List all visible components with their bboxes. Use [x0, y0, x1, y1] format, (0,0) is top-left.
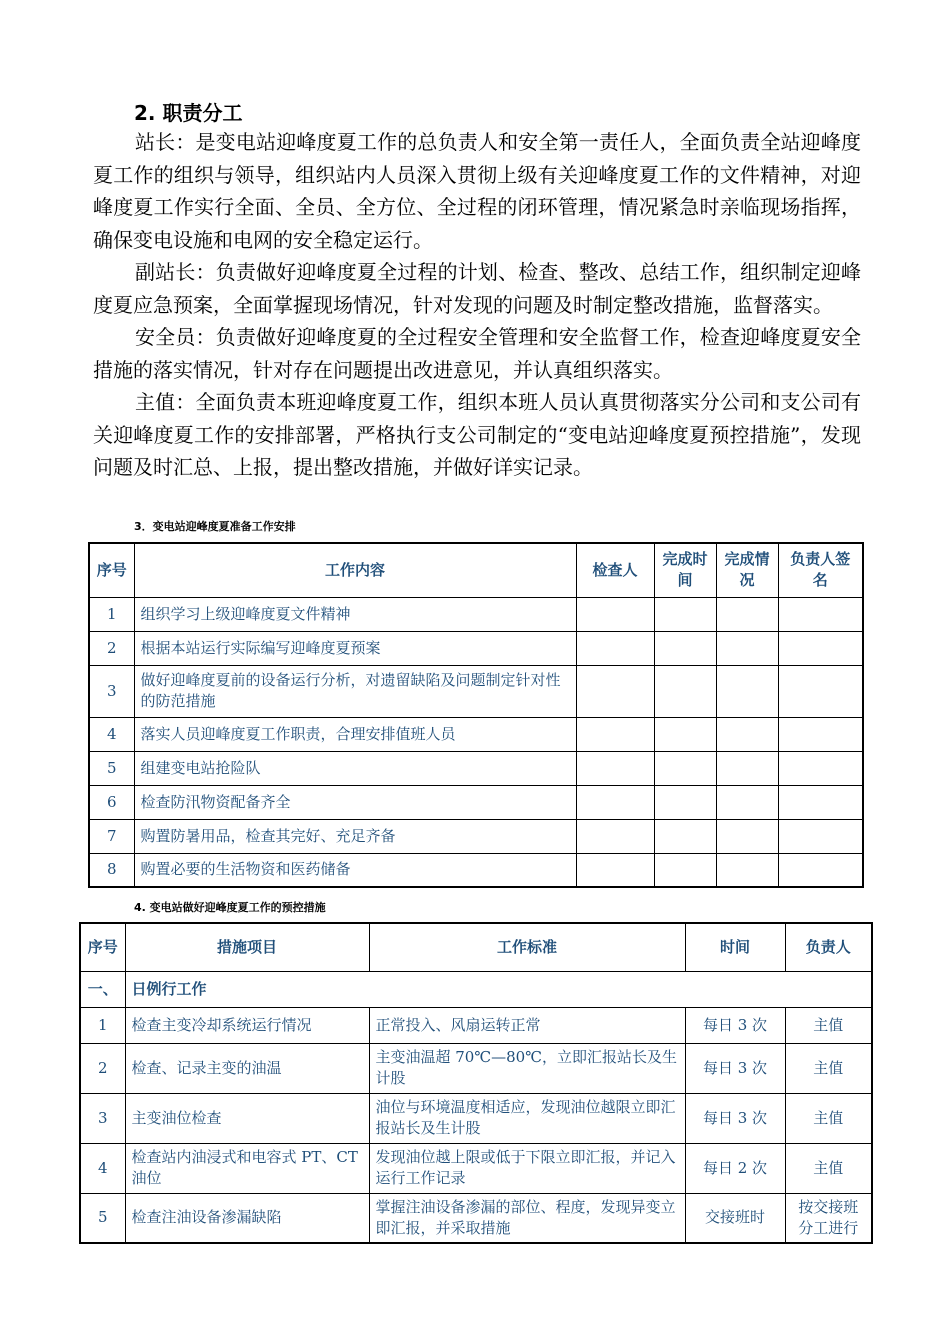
- paragraph-main-duty: 主值：全面负责本班迎峰度夏工作，组织本班人员认真贯彻落实分公司和支公司有关迎峰度夏工作的安排部署，严格执行支公司制定的“变电站迎峰度夏预控措施”，发现问题及时汇总、上报，提出整改措施，并做好详实记录。: [93, 390, 861, 479]
- status-cell: [716, 751, 778, 785]
- table-row: [89, 819, 863, 853]
- signature-cell: [778, 751, 863, 785]
- row-item: 检查、记录主变的油温: [125, 1043, 369, 1093]
- row-standard: 主变油温超 70℃—80℃，立即汇报站长及生计股: [369, 1043, 685, 1093]
- row-time: 每日 3 次: [685, 1043, 785, 1093]
- time-cell: [654, 819, 716, 853]
- table-row: [80, 1143, 872, 1193]
- row-content: 购置必要的生活物资和医药储备: [134, 853, 576, 887]
- row-no: 1: [80, 1007, 125, 1043]
- paragraph-safety-officer: 安全员：负责做好迎峰度夏的全过程安全管理和安全监督工作，检查迎峰度夏安全措施的落实情况，针对存在问题提出改进意见，并认真组织落实。: [93, 325, 861, 382]
- duties-paragraphs: [93, 126, 861, 484]
- signature-cell: [778, 853, 863, 887]
- row-item: 主变油位检查: [125, 1093, 369, 1143]
- row-time: 交接班时: [685, 1193, 785, 1243]
- row-owner: 主值: [785, 1043, 872, 1093]
- row-owner: 按交接班分工进行: [785, 1193, 872, 1243]
- precaution-table: [79, 922, 873, 1244]
- time-cell: [654, 665, 716, 717]
- col-header-no: 序号: [80, 923, 125, 971]
- row-no: 8: [89, 853, 134, 887]
- preparation-table: [88, 542, 864, 888]
- checker-cell: [576, 717, 654, 751]
- section-title: 日例行工作: [125, 971, 872, 1007]
- row-content: 做好迎峰度夏前的设备运行分析，对遗留缺陷及问题制定针对性的防范措施: [134, 665, 576, 717]
- signature-cell: [778, 631, 863, 665]
- time-cell: [654, 631, 716, 665]
- checker-cell: [576, 853, 654, 887]
- col-header-no: 序号: [89, 543, 134, 597]
- row-no: 2: [89, 631, 134, 665]
- row-standard: 油位与环境温度相适应，发现油位越限立即汇报站长及生计股: [369, 1093, 685, 1143]
- signature-cell: [778, 819, 863, 853]
- row-no: 7: [89, 819, 134, 853]
- status-cell: [716, 665, 778, 717]
- row-time: 每日 2 次: [685, 1143, 785, 1193]
- row-content: 检查防汛物资配备齐全: [134, 785, 576, 819]
- signature-cell: [778, 597, 863, 631]
- table-row: [89, 717, 863, 751]
- table-row: [80, 1093, 872, 1143]
- status-cell: [716, 631, 778, 665]
- signature-cell: [778, 785, 863, 819]
- row-content: 根据本站运行实际编写迎峰度夏预案: [134, 631, 576, 665]
- row-no: 4: [80, 1143, 125, 1193]
- col-header-time: 时间: [685, 923, 785, 971]
- row-no: 5: [89, 751, 134, 785]
- row-standard: 正常投入、风扇运转正常: [369, 1007, 685, 1043]
- table-row: [89, 597, 863, 631]
- row-no: 2: [80, 1043, 125, 1093]
- table-row: [89, 665, 863, 717]
- row-content: 组织学习上级迎峰度夏文件精神: [134, 597, 576, 631]
- paragraph-deputy-master: 副站长：负责做好迎峰度夏全过程的计划、检查、整改、总结工作，组织制定迎峰度夏应急预案，全面掌握现场情况，针对发现的问题及时制定整改措施，监督落实。: [93, 260, 861, 317]
- col-header-item: 措施项目: [125, 923, 369, 971]
- col-header-standard: 工作标准: [369, 923, 685, 971]
- row-content: 组建变电站抢险队: [134, 751, 576, 785]
- status-cell: [716, 597, 778, 631]
- col-header-signature: 负责人签名: [778, 543, 863, 597]
- col-header-checker: 检查人: [576, 543, 654, 597]
- row-time: 每日 3 次: [685, 1093, 785, 1143]
- time-cell: [654, 751, 716, 785]
- table-header-row: [80, 923, 872, 971]
- checker-cell: [576, 785, 654, 819]
- row-owner: 主值: [785, 1007, 872, 1043]
- table-header-row: [89, 543, 863, 597]
- row-standard: 发现油位越上限或低于下限立即汇报，并记入运行工作记录: [369, 1143, 685, 1193]
- section-heading: 2. 职责分工: [134, 101, 243, 125]
- row-no: 6: [89, 785, 134, 819]
- row-standard: 掌握注油设备渗漏的部位、程度，发现异变立即汇报，并采取措施: [369, 1193, 685, 1243]
- row-content: 购置防暑用品，检查其完好、充足齐备: [134, 819, 576, 853]
- table-row: [89, 853, 863, 887]
- section-row: [80, 971, 872, 1007]
- time-cell: [654, 853, 716, 887]
- table-row: [80, 1193, 872, 1243]
- checker-cell: [576, 819, 654, 853]
- checker-cell: [576, 631, 654, 665]
- time-cell: [654, 785, 716, 819]
- col-header-owner: 负责人: [785, 923, 872, 971]
- row-owner: 主值: [785, 1093, 872, 1143]
- col-header-content: 工作内容: [134, 543, 576, 597]
- row-owner: 主值: [785, 1143, 872, 1193]
- table-row: [89, 631, 863, 665]
- row-no: 3: [89, 665, 134, 717]
- row-item: 检查主变冷却系统运行情况: [125, 1007, 369, 1043]
- table-row: [89, 751, 863, 785]
- time-cell: [654, 717, 716, 751]
- row-time: 每日 3 次: [685, 1007, 785, 1043]
- row-item: 检查站内油浸式和电容式 PT、CT 油位: [125, 1143, 369, 1193]
- status-cell: [716, 853, 778, 887]
- table-row: [89, 785, 863, 819]
- table2-caption: 4. 变电站做好迎峰度夏工作的预控措施: [134, 901, 326, 914]
- table-row: [80, 1043, 872, 1093]
- section-no: 一、: [80, 971, 125, 1007]
- paragraph-station-master: 站长：是变电站迎峰度夏工作的总负责人和安全第一责任人，全面负责全站迎峰度夏工作的组织与领导，组织站内人员深入贯彻上级有关迎峰度夏工作的文件精神，对迎峰度夏工作实行全面、全员、全方位、全过程的闭环管理，情况紧急时亲临现场指挥，确保变电设施和电网的安全稳定运行。: [93, 130, 861, 252]
- row-no: 4: [89, 717, 134, 751]
- row-no: 5: [80, 1193, 125, 1243]
- row-no: 3: [80, 1093, 125, 1143]
- status-cell: [716, 819, 778, 853]
- signature-cell: [778, 717, 863, 751]
- time-cell: [654, 597, 716, 631]
- table-row: [80, 1007, 872, 1043]
- row-no: 1: [89, 597, 134, 631]
- status-cell: [716, 717, 778, 751]
- row-item: 检查注油设备渗漏缺陷: [125, 1193, 369, 1243]
- col-header-finish-time: 完成时间: [654, 543, 716, 597]
- checker-cell: [576, 751, 654, 785]
- col-header-finish-status: 完成情况: [716, 543, 778, 597]
- signature-cell: [778, 665, 863, 717]
- row-content: 落实人员迎峰度夏工作职责，合理安排值班人员: [134, 717, 576, 751]
- checker-cell: [576, 597, 654, 631]
- checker-cell: [576, 665, 654, 717]
- status-cell: [716, 785, 778, 819]
- table1-caption: 3．变电站迎峰度夏准备工作安排: [134, 520, 296, 533]
